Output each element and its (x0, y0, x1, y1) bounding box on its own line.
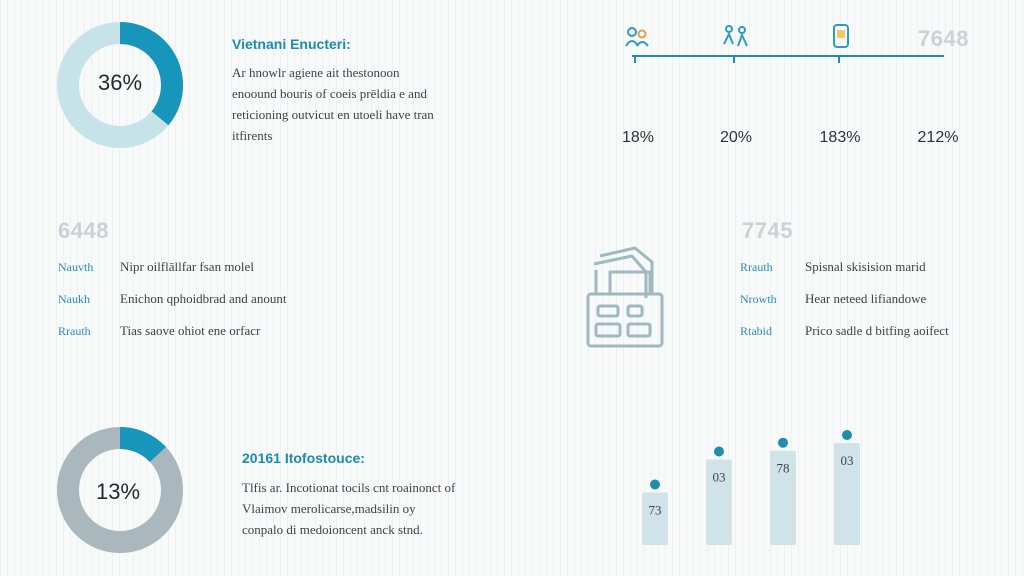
row-key-right: Rrauth (740, 260, 773, 274)
paragraph-bottom (242, 477, 492, 540)
corner-number: 7648 (918, 26, 969, 51)
timeline-tick (634, 57, 636, 63)
paragraph-bottom-line: Vlaimov merolicarse,madsilin oy (242, 501, 416, 516)
paragraph-bottom-line: Tlfis ar. Incotionat tocils cnt roainonct of (242, 480, 456, 495)
bar-data-label: 03 (840, 453, 854, 468)
bar-data-label: 78 (776, 460, 790, 476)
bar-dot (842, 430, 852, 440)
timeline-tick (838, 57, 840, 63)
paragraph-top (232, 62, 482, 146)
row-key-right: Rtabid (740, 324, 772, 338)
bar-dot (650, 480, 660, 490)
phone-icon (826, 22, 856, 52)
donut-bottom-label: 13% (95, 479, 141, 504)
office-machine-icon (580, 242, 670, 352)
row-key-right: Nrowth (740, 292, 777, 306)
percent-value: 212% (917, 129, 959, 146)
paragraph-top-line: reticioning outvicut en utoeli have tran (232, 107, 434, 122)
group-icon (622, 22, 652, 52)
bar-chart (630, 420, 880, 555)
bar-data-label: 73 (648, 502, 662, 518)
row-value-right: Spisnal skisision marid (805, 259, 926, 274)
row-key-left: Rrauth (58, 324, 91, 338)
metric-number-left: 6448 (58, 218, 109, 243)
timeline-tick (733, 57, 735, 63)
row-value-left: Enichon qphoidbrad and anount (120, 291, 287, 306)
section-title-bottom: 20161 Itofostouce: (242, 450, 365, 466)
row-value-left: Nipr oilflāllfar fsan molel (120, 259, 254, 274)
bar-data-label: 03 (712, 469, 726, 485)
row-key-left: Nauvth (58, 260, 94, 274)
paragraph-top-line: itfirents (232, 128, 273, 143)
timeline-line (632, 55, 944, 57)
percent-value: 18% (621, 129, 655, 146)
row-value-right: Hear neteed lifiandowe (805, 291, 927, 306)
paragraph-top-line: Ar hnowlr agiene ait thestonoon (232, 65, 400, 80)
percent-value: 20% (719, 129, 753, 146)
paragraph-bottom-line: conpalo di medoioncent anck stnd. (242, 522, 423, 537)
row-value-right: Prico sadle d bitfing aoifect (805, 323, 949, 338)
bar (642, 493, 668, 546)
donut-top-label: 36% (97, 70, 143, 95)
paragraph-top-line: enoound bouris of coeis prēldia e and (232, 86, 427, 101)
percent-value: 183% (819, 129, 861, 146)
bar-dot (778, 438, 788, 448)
row-key-left: Naukh (58, 292, 90, 306)
family-icon (720, 22, 750, 52)
metric-number-right: 7745 (742, 218, 793, 243)
section-title-top: Vietnani Enucteri: (232, 36, 351, 52)
bar-dot (714, 447, 724, 457)
row-value-left: Tias saove ohiot ene orfacr (120, 323, 261, 338)
